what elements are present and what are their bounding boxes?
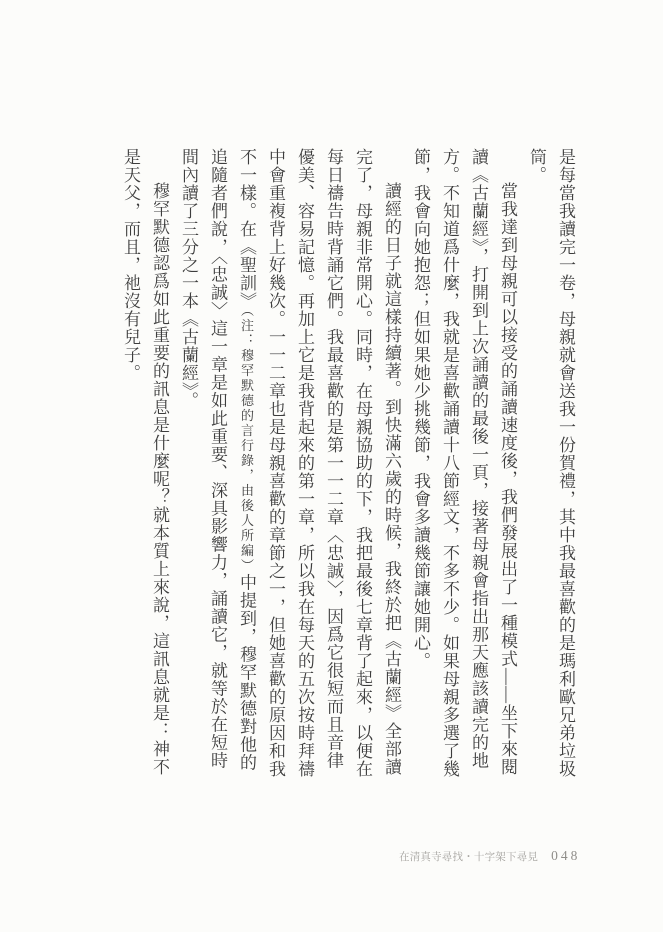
- paragraph-memorization-text-after-note: 中提到，穆罕默德對他的追隨者們說，〈忠誠〉這一章是如此重要、深具影響力，誦讀它，就等於在短時間內讀了三分之一本《古蘭經》。: [179, 148, 256, 772]
- body-text: [116, 148, 580, 782]
- paragraph-memorization-text-before-note: 讀經的日子就這樣持續著。到快滿六歲的時候，我終於把《古蘭經》全部讀完了，母親非常開心。同時，在母親協助的下，我把最後七章背了起來，以便在每日禱告時背誦它們。我最喜歡的是第一一二章〈忠誠〉，因爲它很短而且音律優美、容易記憶。再加上它是我背起來的第一章，所以我在每天的五次按時拜禱中會重複背上好幾次。一一二章也是母親喜歡的章節之一，但她喜歡的原因和我不一樣。在《聖訓》: [237, 148, 401, 778]
- paragraph-message-text: 穆罕默德認爲如此重要的訊息是什麼呢？就本質上來說，這訊息就是：神不是天父，而且，祂沒有兒子。: [121, 148, 169, 776]
- paragraph-reading-pattern: [406, 148, 522, 782]
- paragraph-message: [116, 148, 174, 782]
- paragraph-memorization: [174, 148, 406, 782]
- page-number: 048: [551, 848, 581, 863]
- paragraph-gift: [522, 148, 580, 782]
- paragraph-gift-text: 是每當我讀完一卷，母親就會送我一份賀禮，其中我最喜歡的是瑪利歐兄弟垃圾筒。: [527, 148, 575, 778]
- running-book-title: 在清真寺尋找・十字架下尋見: [399, 852, 539, 863]
- inline-annotation-hadith: （注：穆罕默德的言行錄，由後人所編）: [239, 310, 254, 574]
- paragraph-reading-pattern-text: 當我達到母親可以接受的誦讀速度後，我們發展出了一種模式——坐下來閱讀《古蘭經》，打開到上次誦讀的最後一頁，接著母親會指出那天應該讀完的地方。不知道爲什麼，我就是喜歡誦讀十八節經文，不多不少。如果母親多選了幾節，我會向她抱怨；但如果她少挑幾節，我會多讀幾節讓她開心。: [411, 148, 517, 778]
- page-footer: [399, 848, 580, 864]
